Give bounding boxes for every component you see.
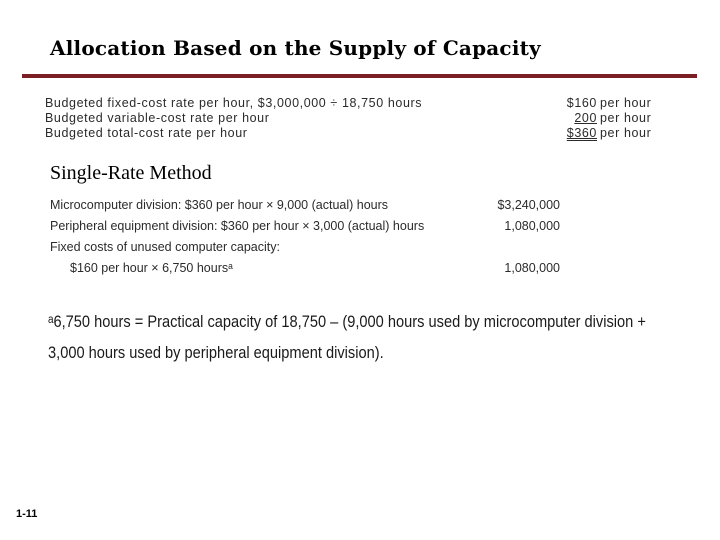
rate-label: Budgeted total-cost rate per hour	[45, 126, 248, 140]
allocation-amount: $3,240,000	[497, 198, 560, 212]
allocation-amount: 1,080,000	[504, 219, 560, 233]
slide-title: Allocation Based on the Supply of Capacity	[50, 36, 541, 60]
rate-value: 200	[574, 111, 597, 125]
allocation-label: Fixed costs of unused computer capacity:	[50, 240, 280, 254]
rate-value: $160	[566, 96, 597, 110]
rate-unit: per hour	[600, 96, 652, 110]
footnote-line: 3,000 hours used by peripheral equipment division).	[48, 343, 384, 362]
rate-label: Budgeted variable-cost rate per hour	[45, 111, 270, 125]
allocation-label: Peripheral equipment division: $360 per hour × 3,000 (actual) hours	[50, 219, 425, 233]
rate-label: Budgeted fixed-cost rate per hour, $3,000,000 ÷ 18,750 hours	[45, 96, 423, 110]
footnote	[48, 306, 646, 368]
rate-unit: per hour	[600, 126, 652, 140]
rate-value: $360	[566, 126, 597, 140]
allocation-label: Microcomputer division: $360 per hour × 9,000 (actual) hours	[50, 198, 389, 212]
footnote-line: ᵃ6,750 hours = Practical capacity of 18,750 – (9,000 hours used by microcomputer division +	[48, 312, 646, 331]
allocation-amount: 1,080,000	[504, 261, 560, 275]
rate-unit: per hour	[600, 111, 652, 125]
allocation-label: $160 per hour × 6,750 hoursᵃ	[70, 261, 233, 275]
title-divider	[22, 74, 697, 78]
section-subtitle: Single-Rate Method	[50, 162, 212, 184]
slide-number: 1-11	[16, 508, 38, 520]
